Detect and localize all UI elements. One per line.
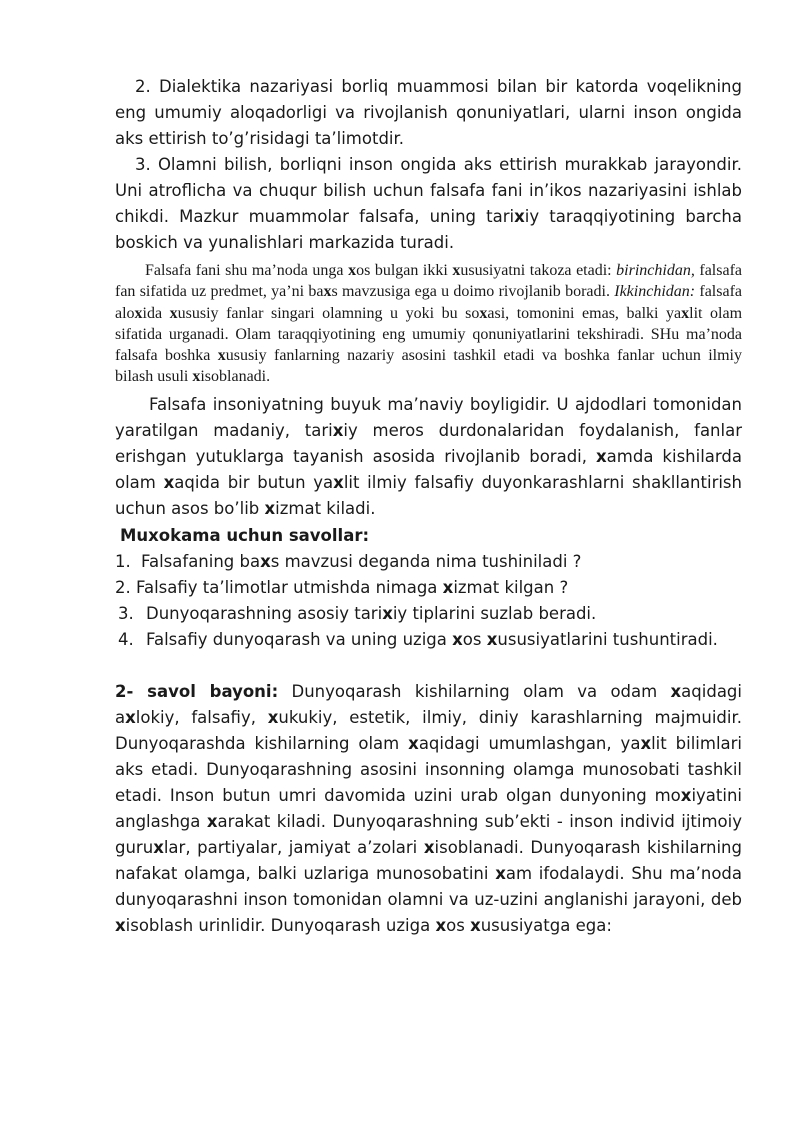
paragraph-worldview (115, 679, 742, 939)
text-run: lit ilmiy falsafiy duyonkarashlarni shakllantirish uchun asos bo’lib (115, 472, 742, 518)
text-run: Falsafaning ba (141, 551, 261, 571)
question-text (146, 601, 742, 627)
bold-letter: x (486, 629, 498, 649)
text-run: aqidagi a (115, 681, 742, 727)
bold-letter: x (260, 551, 271, 571)
paragraph-serif-philosophy (115, 260, 742, 388)
question-number: 3. (118, 603, 134, 623)
question-number: 1. (115, 551, 131, 571)
document-page (115, 74, 742, 939)
text-run: Falsafiy ta’limotlar utmishda nimaga (130, 577, 443, 597)
italic-term: birinchidan, (616, 262, 695, 279)
bold-letter: x (348, 262, 357, 279)
questions-heading: Muxokama uchun savollar: (120, 525, 370, 545)
bold-letter: x (153, 837, 164, 857)
text-run: asi, tomonini emas, balki ya (487, 304, 682, 322)
text-run: aqida bir butun ya (174, 472, 334, 492)
bold-letter: x (495, 863, 506, 883)
paragraph-heritage (115, 392, 742, 522)
text-run: aqidagi umumlashgan, ya (418, 733, 641, 753)
bold-letter: x (452, 262, 461, 279)
bold-letter: x (640, 733, 652, 753)
text-run: s mavzusiga ega u doimo rivojlanib boradi. (331, 283, 615, 301)
question-number: 4. (118, 629, 134, 649)
text-run: amda kishilarda olam (115, 446, 742, 492)
question-item-1 (115, 549, 742, 575)
bold-letter: x (333, 472, 344, 492)
text-run: falsafa fan sifatida uz predmet, ya’ni ba (115, 262, 742, 301)
text-run: lit olam sifatida urganadi. Olam taraqqiyotining eng umumiy qonuniyatlarini tekshiradi. SHu ma’noda falsafa boshka (115, 304, 743, 365)
bold-letter: x (192, 368, 201, 386)
text-run: ida (142, 304, 170, 322)
text-run: am ifodalaydi. Shu ma’noda dunyoqarashni inson tomonidan olamni va uz-uzini anglanishi jarayoni, deb (115, 863, 742, 909)
question-text (115, 575, 742, 601)
text-run: Dunyoqarash kishilarning olam va odam (278, 681, 671, 701)
bold-letter: x (125, 707, 136, 727)
text-run: izmat kilgan ? (453, 577, 569, 597)
text-run: ususiyatga ega: (480, 915, 612, 935)
point-3-text-end: iy taraqqiyotining barcha boskich va yunalishlari markazida turadi. (115, 207, 742, 252)
bold-letter: x (423, 837, 435, 857)
text-run: os (462, 629, 487, 649)
bold-letter: x (267, 707, 279, 727)
bold-letter: x (681, 304, 690, 322)
bold-letter: x (596, 446, 607, 466)
bold-letter: x (206, 811, 218, 831)
text-run: falsafa alo (115, 283, 743, 322)
text-run: os bulgan ikki (356, 262, 453, 279)
point-2-text: 2. Dialektika nazariyasi borliq muammosi bilan bir katorda voqelikning eng umumiy aloqadorligi va rivojlanish qonuniyatlari, ularni inson ongida aks ettirish to’g’risidagi ta’limotdir. (115, 77, 742, 148)
text-run: iy meros durdonalaridan foydalanish, fanlar erishgan yutuklarga tayanish asosida rivojlanib boradi, (115, 420, 742, 466)
text-run: Falsafa fani shu ma’noda unga (145, 262, 349, 279)
bold-letter: x (479, 304, 488, 322)
bold-letter: x (435, 915, 447, 935)
paragraph-cognition (115, 152, 742, 256)
text-run: Falsafa insoniyatning buyuk ma’naviy boyligidir. U ajdodlari tomonidan yaratilgan madaniy, tari (115, 394, 742, 440)
text-run: s mavzusi deganda nima tushiniladi ? (270, 551, 582, 571)
bold-letter: x (452, 629, 463, 649)
bold-letter: x (115, 915, 126, 935)
text-run: ususiy fanlar singari olamning u yoki bu so (177, 304, 480, 322)
bold-letter: x (470, 915, 481, 935)
text-run: ususiyatni takoza etadi: (460, 262, 617, 279)
text-run: Dunyoqarashning asosiy tari (146, 603, 383, 623)
bold-letter: x (680, 785, 692, 805)
text-run: Falsafiy dunyoqarash va uning uziga (146, 629, 453, 649)
question-text (146, 627, 742, 653)
bold-letter: x (169, 304, 178, 322)
spacer (115, 653, 742, 679)
bold-letter: x (264, 498, 276, 518)
question-item-2 (115, 575, 742, 601)
bold-letter: x (442, 577, 454, 597)
bold-letter: x (163, 472, 175, 492)
text-run: isoblanadi. (200, 368, 271, 386)
paragraph-dialectics (115, 74, 742, 152)
text-run: arakat kiladi. Dunyoqarashning sub’ekti - inson individ ijtimoiy guru (115, 811, 743, 857)
text-run: lar, partiyalar, jamiyat a’zolari (163, 837, 424, 857)
question-number: 2. (115, 577, 131, 597)
text-run: ususiyatlarini tushuntiradi. (497, 629, 718, 649)
bold-letter: x (323, 283, 332, 301)
bold-letter: x (408, 733, 419, 753)
text-run: iyatini anglashga (115, 785, 742, 831)
question-item-3 (115, 601, 742, 627)
text-run: os (446, 915, 471, 935)
text-run: iy tiplarini suzlab beradi. (392, 603, 597, 623)
question-item-4 (115, 627, 742, 653)
text-run: isoblanadi. Dunyoqarash kishilarning nafakat olamga, balki uzlariga munosobatini (115, 837, 742, 883)
text-run: lokiy, falsafiy, (135, 707, 268, 727)
point-3-text: 3. Olamni bilish, borliqni inson ongida aks ettirish murakkab jarayondir. Uni atroflicha va chuqur bilish uchun falsafa fani in’ikos nazariyasini ishlab chikdi. Mazkur muammolar falsafa, uning tari (115, 155, 742, 226)
bold-letter: x (332, 420, 344, 440)
text-run: isoblash urinlidir. Dunyoqarash uziga (125, 915, 436, 935)
section-label: 2- savol bayoni: (115, 681, 279, 701)
text-run: izmat kiladi. (275, 498, 376, 518)
italic-term: Ikkinchidan: (614, 283, 696, 301)
text-run: ususiy fanlarning nazariy asosini tashkil etadi va boshka fanlar uchun ilmiy bilash usuli (115, 347, 743, 386)
bold-letter: x (382, 603, 393, 623)
bold-letter: x (514, 207, 525, 226)
text-run: lit bilimlari aks etadi. Dunyoqarashning asosini insonning olamga munosobati tashkil etadi. Inson butun umri davomida uzini urab olgan dunyoning mo (115, 733, 743, 805)
question-text (141, 549, 742, 575)
text-run: ukukiy, estetik, ilmiy, diniy karashlarning majmuidir. Dunyoqarashda kishilarning olam (115, 707, 743, 753)
bold-letter: x (217, 347, 226, 365)
bold-letter: x (134, 304, 143, 322)
bold-letter: x (670, 681, 682, 701)
